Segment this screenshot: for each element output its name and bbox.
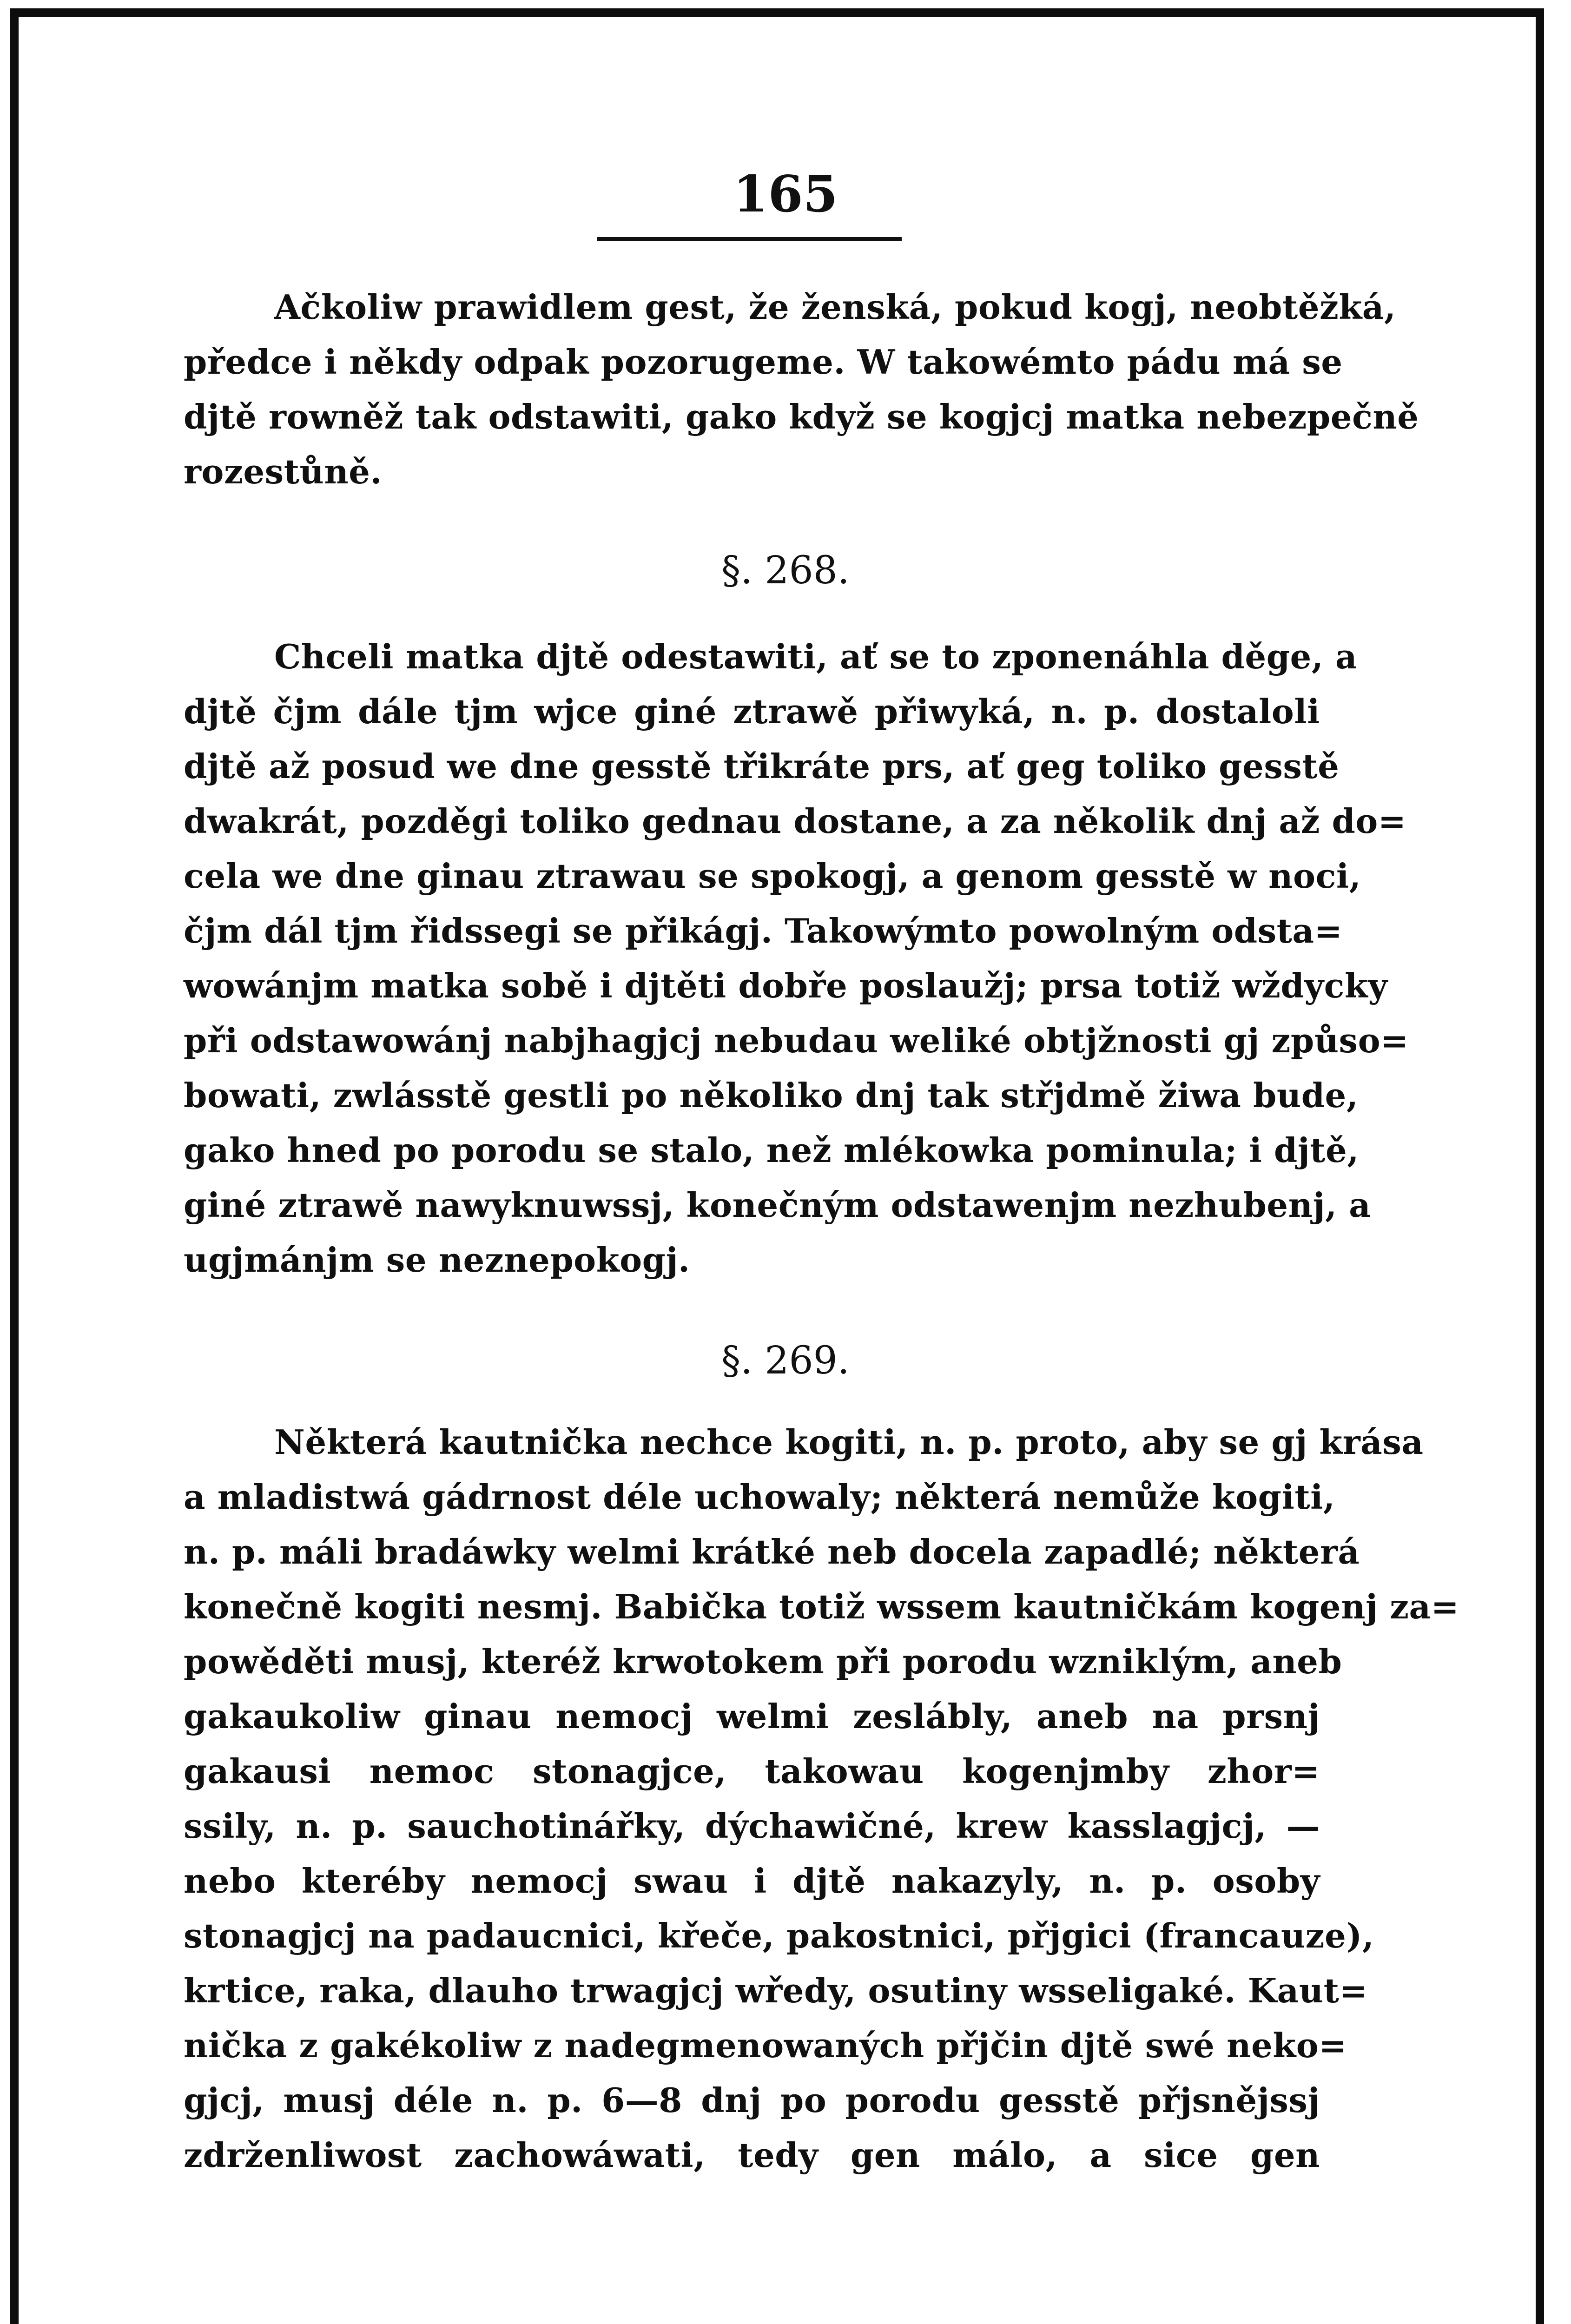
text-line: a mladistwá gádrnost déle uchowaly; některá nemůže kogiti, bbox=[184, 1477, 1335, 1517]
text-line: Některá kautnička nechce kogiti, n. p. proto, aby se gj krása bbox=[274, 1422, 1424, 1462]
text-line: krtice, raka, dlauho trwagjcj wředy, osutiny wsseligaké. Kaut= bbox=[184, 1971, 1368, 2010]
text-line: bowati, zwlásstě gestli po několiko dnj tak střjdmě žiwa bude, bbox=[184, 1076, 1359, 1115]
text-line: stonagjcj na padaucnici, křeče, pakostnici, přjgici (francauze), bbox=[184, 1916, 1374, 1955]
text-line: djtě rowněž tak odstawiti, gako když se kogjcj matka nebezpečně bbox=[184, 397, 1419, 436]
page-number: 165 bbox=[733, 165, 838, 224]
text-line: Chceli matka djtě odestawiti, ať se to zponenáhla děge, a bbox=[274, 637, 1358, 676]
text-line: wowánjm matka sobě i djtěti dobře poslaužj; prsa totiž wždycky bbox=[184, 966, 1388, 1005]
text-line: zdrženliwost zachowáwati, tedy gen málo, a sice gen bbox=[184, 2135, 1320, 2175]
text-line: rozestůně. bbox=[184, 452, 383, 491]
section-heading-269: §. 269. bbox=[721, 1339, 850, 1383]
text-line: Ačkoliw prawidlem gest, že ženská, pokud kogj, neobtěžká, bbox=[274, 287, 1396, 327]
text-line: nička z gakékoliw z nadegmenowaných přjčin djtě swé neko= bbox=[184, 2026, 1347, 2065]
text-line: powěděti musj, kteréž krwotokem při porodu wzniklým, aneb bbox=[184, 1642, 1342, 1681]
header-rule bbox=[597, 237, 902, 241]
text-line: nebo kteréby nemocj swau i djtě nakazyly, n. p. osoby bbox=[184, 1861, 1320, 1901]
section-heading-268: §. 268. bbox=[721, 548, 850, 593]
text-line: gakausi nemoc stonagjce, takowau kogenjmby zhor= bbox=[184, 1751, 1320, 1791]
text-line: giné ztrawě nawyknuwssj, konečným odstawenjm nezhubenj, a bbox=[184, 1185, 1371, 1225]
text-line: konečně kogiti nesmj. Babička totiž wssem kautničkám kogenj za= bbox=[184, 1587, 1459, 1626]
text-line: ugjmánjm se neznepokogj. bbox=[184, 1240, 690, 1280]
text-line: gjcj, musj déle n. p. 6—8 dnj po porodu gesstě přjsnějssj bbox=[184, 2080, 1320, 2120]
text-line: dwakrát, pozděgi toliko gednau dostane, a za několik dnj až do= bbox=[184, 801, 1406, 841]
text-line: gako hned po porodu se stalo, než mlékowka pominula; i djtě, bbox=[184, 1130, 1359, 1170]
text-line: djtě čjm dále tjm wjce giné ztrawě přiwyká, n. p. dostaloli bbox=[184, 692, 1320, 731]
text-line: čjm dál tjm řidssegi se přikágj. Takowýmto powolným odsta= bbox=[184, 911, 1343, 951]
text-line: cela we dne ginau ztrawau se spokogj, a genom gesstě w noci, bbox=[184, 856, 1361, 896]
text-line: předce i někdy odpak pozorugeme. W takowémto pádu má se bbox=[184, 342, 1343, 382]
text-line: ssily, n. p. sauchotinářky, dýchawičné, krew kasslagjcj, — bbox=[184, 1806, 1320, 1846]
text-line: gakaukoliw ginau nemocj welmi zeslábly, aneb na prsnj bbox=[184, 1697, 1320, 1736]
text-line: při odstawowánj nabjhagjcj nebudau weliké obtjžnosti gj způso= bbox=[184, 1021, 1409, 1060]
text-line: djtě až posud we dne gesstě třikráte prs, ať geg toliko gesstě bbox=[184, 746, 1340, 786]
text-line: n. p. máli bradáwky welmi krátké neb docela zapadlé; některá bbox=[184, 1532, 1360, 1571]
